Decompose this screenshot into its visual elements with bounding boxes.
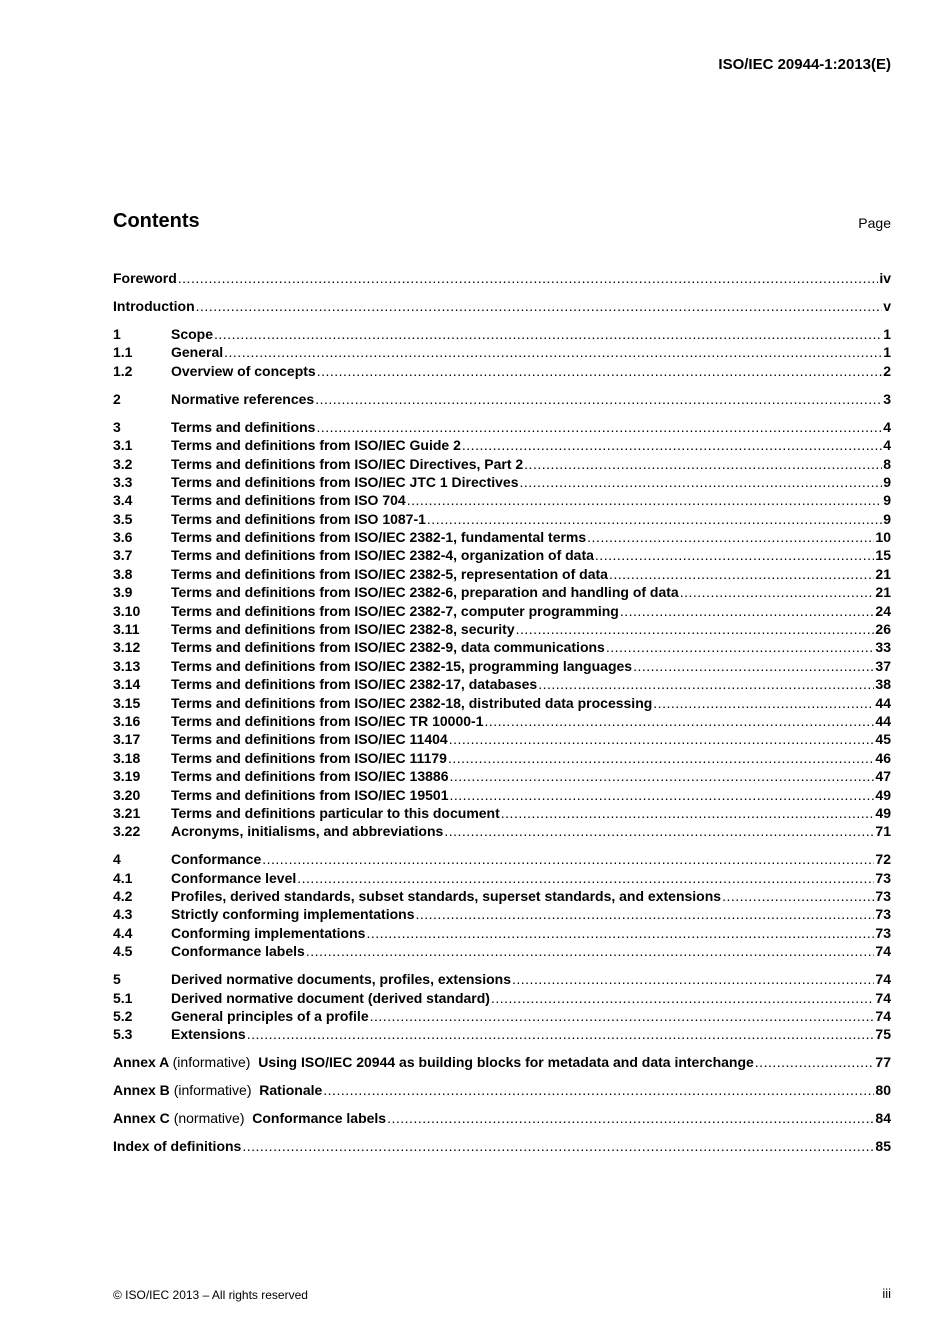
toc-entry[interactable] [113,638,891,656]
annex-entry-page: 84 [875,1110,891,1127]
toc-entry[interactable] [113,565,891,583]
dot-leader [587,528,874,546]
toc-entry-title: Terms and definitions from ISO/IEC 2382-9, data communications [171,639,605,656]
toc-entry[interactable] [113,675,891,693]
dot-leader [620,602,875,620]
dot-leader [524,455,882,473]
toc-entry-title: Terms and definitions from ISO/IEC 2382-17, databases [171,676,538,693]
annex-normativity: (informative) [173,1082,252,1099]
toc-entry-title: Terms and definitions from ISO/IEC 2382-15, programming languages [171,657,633,674]
toc-entry-number: 3.1 [113,437,133,454]
toc-entry-title: Overview of concepts [171,362,316,379]
toc-entry-number: 3.3 [113,473,133,490]
annex-entry[interactable] [113,1109,891,1127]
toc-entry-page: 4 [883,418,891,435]
toc-entry-number: 5.3 [113,1026,133,1043]
toc-entry[interactable] [113,822,891,840]
toc-entry[interactable] [113,510,891,528]
toc-entry-number: 3.16 [113,712,141,729]
annex-normativity: (informative) [172,1054,251,1071]
toc-entry-number: 1.2 [113,362,133,379]
toc-entry-number: 3.2 [113,455,133,472]
annex-label: Annex A [113,1054,169,1071]
toc-entry[interactable] [113,343,891,361]
dot-leader [484,712,874,730]
toc-entry-title: Terms and definitions from ISO/IEC 2382-5, representation of data [171,565,608,582]
dot-leader [196,297,883,315]
toc-entry-number: 4.2 [113,888,133,905]
dot-leader [520,473,883,491]
dot-leader [323,1081,874,1099]
dot-leader [370,1007,875,1025]
toc-entry-title: Terms and definitions from ISO/IEC JTC 1 Directives [171,473,519,490]
index-entry[interactable] [113,1137,891,1155]
toc-entry-number: 3.15 [113,694,141,711]
toc-entry-title: Terms and definitions from ISO/IEC 19501 [171,786,449,803]
dot-leader [316,418,882,436]
toc-entry[interactable] [113,390,891,408]
toc-entry-title: Terms and definitions [171,418,316,435]
toc-entry-page: 15 [875,547,891,564]
page-number: iii [882,1286,891,1301]
toc-entry-page: 44 [875,694,891,711]
toc-entry-title: Terms and definitions from ISO/IEC 11404 [171,731,448,748]
toc-entry-title: Derived normative documents, profiles, extensions [171,971,511,988]
annex-label: Annex C [113,1110,170,1127]
annex-entry-heading [113,1053,754,1071]
toc-entry-number: 2 [113,390,121,407]
toc-entry-page: 74 [875,971,891,988]
dot-leader [315,390,882,408]
toc-entry-page: 8 [883,455,891,472]
annex-entry-heading [113,1109,386,1127]
toc-entry-title: Conformance level [171,869,297,886]
toc-entry-page: v [883,297,891,314]
dot-leader [366,924,874,942]
toc-entry-page: iv [879,270,891,286]
toc-entry-page: 1 [883,344,891,361]
toc-entry[interactable] [113,362,891,380]
annex-label: Annex B [113,1082,170,1099]
toc-entry-page: 46 [875,749,891,766]
toc-entry-number: 4.5 [113,943,133,960]
toc-entry[interactable] [113,989,891,1007]
dot-leader [306,942,875,960]
toc-entry-number: 5 [113,971,121,988]
toc-entry[interactable] [113,1007,891,1025]
dot-leader [262,850,874,868]
toc-entry[interactable] [113,473,891,491]
toc-entry-title: Foreword [113,270,177,286]
toc-entry-page: 74 [875,1008,891,1025]
toc-entry-title: Terms and definitions from ISO 704 [171,492,406,509]
toc-entry-title: Conformance [171,851,262,868]
toc-entry-number: 3 [113,418,121,435]
toc-entry-title: Terms and definitions from ISO/IEC 11179 [171,749,447,766]
toc-entry-page: 1 [883,325,891,342]
toc-entry-page: 21 [875,584,891,601]
toc-entry-title: Terms and definitions from ISO/IEC 2382-18, distributed data processing [171,694,653,711]
toc-entry-title: General [171,344,224,361]
toc-entry-title: Terms and definitions from ISO/IEC Directives, Part 2 [171,455,524,472]
toc-entry[interactable] [113,436,891,454]
toc-entry[interactable] [113,528,891,546]
toc-entry-page: 73 [875,888,891,905]
annex-entry-page: 80 [875,1082,891,1099]
dot-leader [415,905,874,923]
dot-leader [387,1109,874,1127]
toc-entry-number: 4.3 [113,906,133,923]
toc-entry-number: 3.18 [113,749,141,766]
dot-leader [491,989,874,1007]
toc-entry[interactable] [113,970,891,988]
toc-entry-page: 9 [883,473,891,490]
toc-entry[interactable] [113,546,891,564]
index-entry-title: Index of definitions [113,1138,242,1155]
toc-entry-title: Terms and definitions from ISO/IEC 2382-1, fundamental terms [171,529,587,546]
toc-entry-number: 5.2 [113,1008,133,1025]
document-id-header: ISO/IEC 20944-1:2013(E) [718,56,891,73]
toc-entry-page: 73 [875,869,891,886]
dot-leader [444,822,874,840]
dot-leader [595,546,875,564]
toc-entry[interactable] [113,905,891,923]
toc-entry[interactable] [113,767,891,785]
toc-entry-number: 3.9 [113,584,133,601]
toc-entry-number: 3.12 [113,639,141,656]
toc-entry-number: 4.1 [113,869,133,886]
dot-leader [178,269,879,287]
toc-entry-number: 3.20 [113,786,141,803]
annex-title: Using ISO/IEC 20944 as building blocks for metadata and data interchange [258,1054,754,1071]
toc-entry-page: 45 [875,731,891,748]
toc-entry-number: 1.1 [113,344,133,361]
annex-entry[interactable] [113,1053,891,1071]
toc-entry-number: 3.14 [113,676,141,693]
toc-entry-number: 3.21 [113,804,141,821]
dot-leader [653,694,874,712]
page-column-label: Page [858,215,891,231]
dot-leader [449,786,874,804]
toc-entry-number: 4.4 [113,924,133,941]
toc-entry-page: 71 [875,823,891,840]
page-title: Contents [113,210,200,232]
toc-entry-title: Introduction [113,297,195,314]
toc-entry-page: 3 [883,390,891,407]
toc-entry-title: Terms and definitions from ISO/IEC 2382-4, organization of data [171,547,594,564]
toc-entry-number: 3.5 [113,510,133,527]
toc-entry-number: 3.7 [113,547,133,564]
dot-leader [516,620,875,638]
toc-entry[interactable] [113,869,891,887]
annex-title: Conformance labels [252,1110,387,1127]
table-of-contents [113,269,891,1156]
toc-entry-page: 75 [875,1026,891,1043]
toc-entry[interactable] [113,730,891,748]
toc-entry-page: 49 [875,804,891,821]
toc-entry[interactable] [113,620,891,638]
dot-leader [224,343,882,361]
annex-entry[interactable] [113,1081,891,1099]
toc-entry-title: Terms and definitions from ISO/IEC TR 10000-1 [171,712,484,729]
toc-entry[interactable] [113,749,891,767]
toc-entry-page: 2 [883,362,891,379]
toc-entry[interactable] [113,712,891,730]
toc-entry-number: 1 [113,325,121,342]
dot-leader [317,362,882,380]
toc-entry[interactable] [113,455,891,473]
dot-leader [722,887,874,905]
toc-entry-page: 24 [875,602,891,619]
toc-entry[interactable] [113,325,891,343]
toc-entry-title: Conformance labels [171,943,305,960]
toc-entry[interactable] [113,942,891,960]
toc-entry-title: General principles of a profile [171,1008,369,1025]
dot-leader [680,583,875,601]
toc-entry-page: 37 [875,657,891,674]
toc-entry-title: Derived normative document (derived standard) [171,989,490,1006]
toc-entry[interactable] [113,786,891,804]
dot-leader [214,325,882,343]
toc-entry-page: 44 [875,712,891,729]
annex-entry-heading [113,1081,322,1099]
toc-entry[interactable] [113,657,891,675]
toc-entry[interactable] [113,491,891,509]
annex-normativity: (normative) [173,1110,245,1127]
toc-entry[interactable] [113,1025,891,1043]
dot-leader [609,565,874,583]
toc-entry-page: 47 [875,768,891,785]
toc-entry-page: 38 [875,676,891,693]
toc-entry-number: 4 [113,851,121,868]
toc-entry-page: 9 [883,492,891,509]
toc-entry-page: 4 [883,437,891,454]
toc-entry-title: Terms and definitions from ISO/IEC 13886 [171,768,449,785]
toc-entry-number: 3.19 [113,768,141,785]
toc-entry-title: Terms and definitions from ISO/IEC 2382-6, preparation and handling of data [171,584,679,601]
dot-leader [449,730,875,748]
toc-entry[interactable] [113,269,891,287]
toc-entry-number: 3.17 [113,731,141,748]
toc-entry[interactable] [113,924,891,942]
toc-entry-page: 74 [875,989,891,1006]
toc-entry-title: Scope [171,325,214,342]
toc-entry-title: Strictly conforming implementations [171,906,415,923]
toc-entry-page: 26 [875,621,891,638]
dot-leader [512,970,874,988]
toc-entry[interactable] [113,850,891,868]
toc-entry-number: 3.10 [113,602,141,619]
toc-entry-number: 3.8 [113,565,133,582]
toc-entry-title: Terms and definitions from ISO/IEC 2382-8, security [171,621,515,638]
dot-leader [242,1137,874,1155]
dot-leader [462,436,882,454]
toc-entry-number: 5.1 [113,989,133,1006]
dot-leader [427,510,882,528]
toc-entry-title: Terms and definitions from ISO/IEC Guide 2 [171,437,461,454]
dot-leader [501,804,875,822]
toc-entry-page: 72 [875,851,891,868]
toc-entry-page: 49 [875,786,891,803]
dot-leader [633,657,874,675]
index-entry-page: 85 [875,1138,891,1155]
annex-entry-page: 77 [875,1054,891,1071]
toc-entry[interactable] [113,887,891,905]
toc-entry[interactable] [113,694,891,712]
toc-entry-number: 3.4 [113,492,133,509]
toc-entry-number: 3.6 [113,529,133,546]
toc-entry-page: 9 [883,510,891,527]
toc-entry-number: 3.11 [113,621,140,638]
toc-entry-title: Conforming implementations [171,924,366,941]
toc-entry-number: 3.13 [113,657,141,674]
toc-entry-page: 74 [875,943,891,960]
toc-entry[interactable] [113,602,891,620]
toc-entry-title: Terms and definitions particular to this document [171,804,500,821]
toc-entry-title: Acronyms, initialisms, and abbreviations [171,823,444,840]
dot-leader [247,1025,875,1043]
toc-entry-page: 73 [875,924,891,941]
toc-entry[interactable] [113,297,891,315]
dot-leader [407,491,883,509]
toc-entry[interactable] [113,583,891,601]
toc-entry-page: 33 [875,639,891,656]
toc-entry-title: Terms and definitions from ISO/IEC 2382-7, computer programming [171,602,619,619]
toc-entry-number: 3.22 [113,823,141,840]
toc-entry-page: 21 [875,565,891,582]
toc-entry-title: Profiles, derived standards, subset standards, superset standards, and extensions [171,888,722,905]
dot-leader [448,749,874,767]
toc-entry-title: Terms and definitions from ISO 1087-1 [171,510,426,527]
dot-leader [449,767,874,785]
dot-leader [755,1053,875,1071]
dot-leader [538,675,874,693]
dot-leader [606,638,875,656]
toc-entry-page: 10 [875,529,891,546]
toc-entry-page: 73 [875,906,891,923]
contents-title-row [113,210,891,240]
toc-entry[interactable] [113,804,891,822]
annex-title: Rationale [259,1082,323,1099]
toc-entry-title: Extensions [171,1026,246,1043]
copyright-notice: © ISO/IEC 2013 – All rights reserved [113,1288,308,1302]
dot-leader [297,869,874,887]
toc-entry-title: Normative references [171,390,315,407]
toc-entry[interactable] [113,418,891,436]
